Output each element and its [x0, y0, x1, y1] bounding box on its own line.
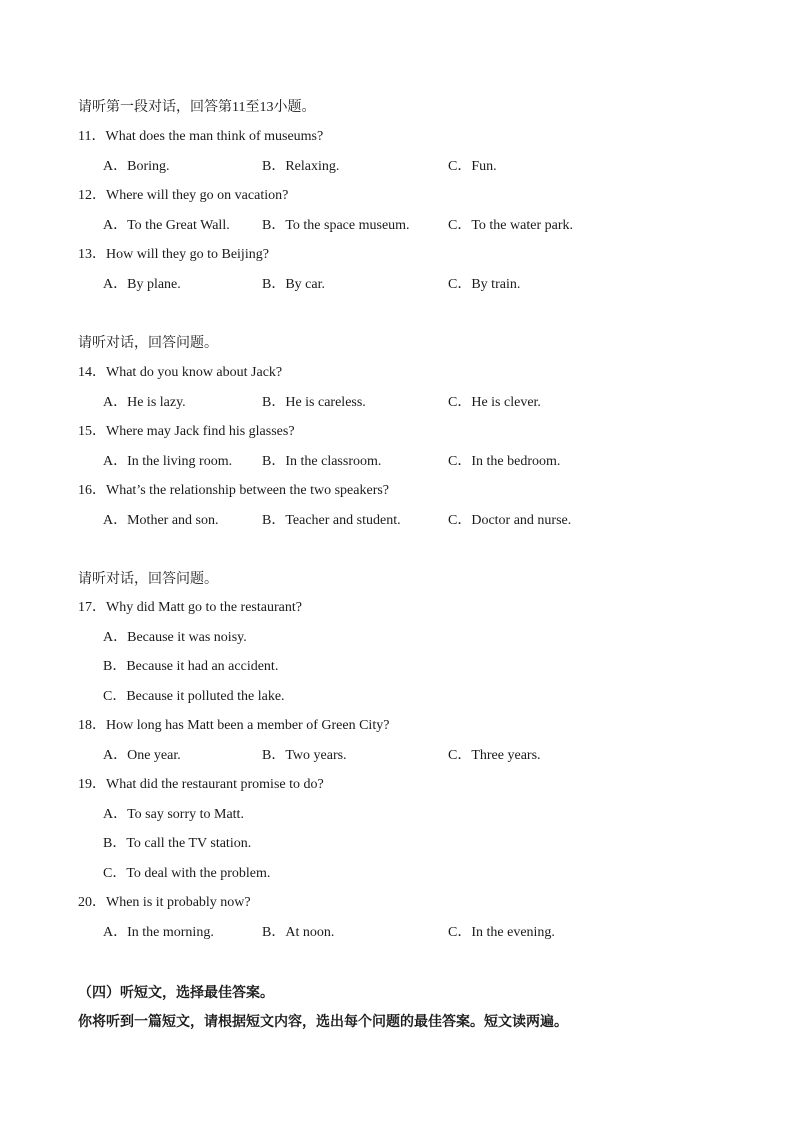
question-16-option-b: B．Teacher and student.: [262, 513, 401, 528]
question-19-option-b: B．To call the TV station.: [103, 836, 252, 851]
question-18-option-b: B．Two years.: [262, 748, 347, 763]
question-17-option-a: A．Because it was noisy.: [103, 630, 247, 645]
question-17-option-b: B．Because it had an accident.: [103, 659, 279, 674]
question-11-stem: 11．What does the man think of museums?: [78, 129, 324, 144]
part-4-heading: （四）听短文，选择最佳答案。: [78, 986, 274, 1001]
question-13-option-c: C．By train.: [448, 277, 521, 292]
question-15-option-a: A．In the living room.: [103, 454, 233, 469]
question-13-option-b: B．By car.: [262, 277, 325, 292]
question-18-option-a: A．One year.: [103, 748, 181, 763]
question-16-option-c: C．Doctor and nurse.: [448, 513, 572, 528]
question-11-option-a: A．Boring.: [103, 159, 170, 174]
question-16-option-a: A．Mother and son.: [103, 513, 219, 528]
question-11-option-b: B．Relaxing.: [262, 159, 340, 174]
question-13-stem: 13．How will they go to Beijing?: [78, 247, 269, 262]
question-12-option-b: B．To the space museum.: [262, 218, 410, 233]
question-15-stem: 15．Where may Jack find his glasses?: [78, 424, 295, 439]
question-17-stem: 17．Why did Matt go to the restaurant?: [78, 600, 302, 615]
question-12-stem: 12．Where will they go on vacation?: [78, 188, 289, 203]
question-20-option-b: B．At noon.: [262, 925, 335, 940]
question-15-option-c: C．In the bedroom.: [448, 454, 561, 469]
section-1-instruction: 请听第一段对话，回答第11至13小题。: [78, 100, 316, 115]
question-14-option-c: C．He is clever.: [448, 395, 541, 410]
question-19-option-c: C．To deal with the problem.: [103, 866, 271, 881]
question-15-option-b: B．In the classroom.: [262, 454, 382, 469]
question-14-stem: 14．What do you know about Jack?: [78, 365, 283, 380]
question-18-stem: 18．How long has Matt been a member of Green City?: [78, 718, 390, 733]
question-12-option-c: C．To the water park.: [448, 218, 573, 233]
question-14-option-b: B．He is careless.: [262, 395, 366, 410]
part-4-instruction: 你将听到一篇短文，请根据短文内容，选出每个问题的最佳答案。短文读两遍。: [78, 1015, 568, 1030]
question-20-option-a: A．In the morning.: [103, 925, 214, 940]
section-2-instruction: 请听对话，回答问题。: [78, 336, 218, 351]
question-19-stem: 19．What did the restaurant promise to do?: [78, 777, 324, 792]
question-20-stem: 20．When is it probably now?: [78, 895, 251, 910]
question-20-option-c: C．In the evening.: [448, 925, 555, 940]
question-13-option-a: A．By plane.: [103, 277, 181, 292]
question-11-option-c: C．Fun.: [448, 159, 497, 174]
question-16-stem: 16．What’s the relationship between the two speakers?: [78, 483, 390, 498]
question-17-option-c: C．Because it polluted the lake.: [103, 689, 285, 704]
question-12-option-a: A．To the Great Wall.: [103, 218, 230, 233]
section-3-instruction: 请听对话，回答问题。: [78, 572, 218, 587]
question-14-option-a: A．He is lazy.: [103, 395, 186, 410]
question-18-option-c: C．Three years.: [448, 748, 541, 763]
question-19-option-a: A．To say sorry to Matt.: [103, 807, 244, 822]
